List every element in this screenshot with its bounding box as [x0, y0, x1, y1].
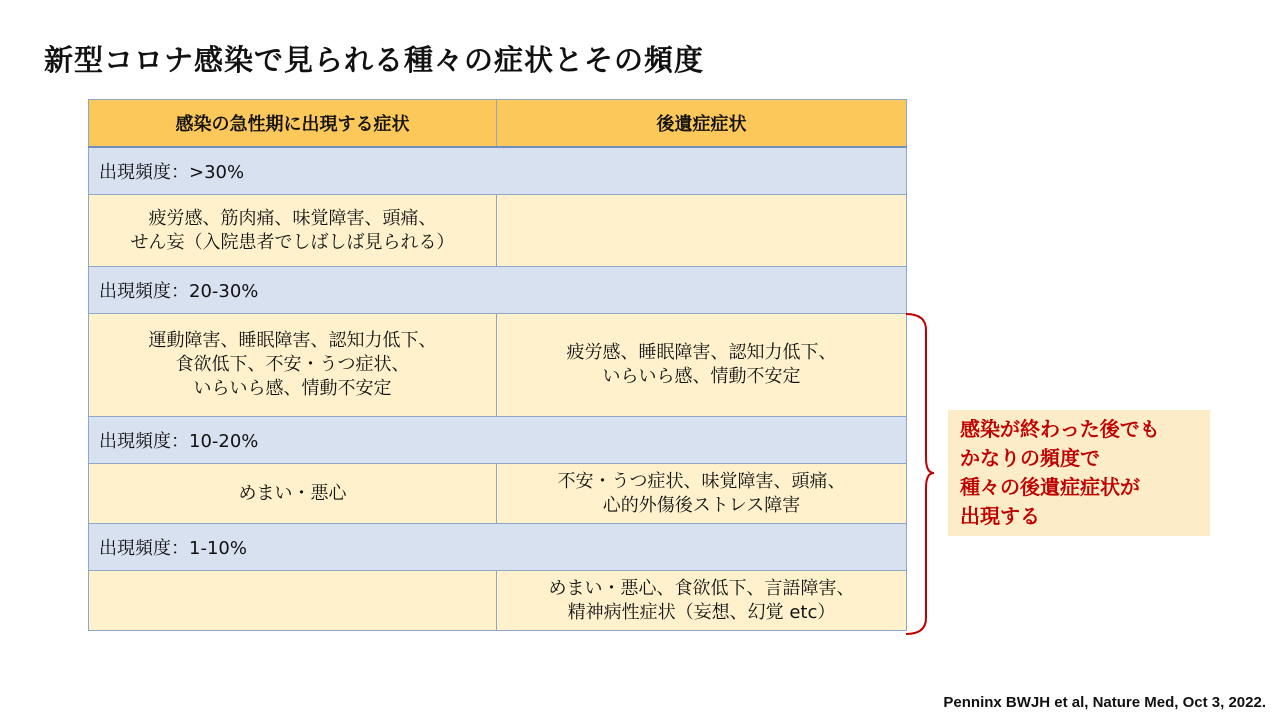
- cell-line: 疲労感、睡眠障害、認知力低下、: [566, 342, 837, 363]
- table-row: [89, 195, 907, 267]
- acute-cell: [89, 571, 497, 631]
- table-row: [89, 571, 907, 631]
- callout-line: 感染が終わった後でも: [960, 417, 1160, 441]
- callout-box: [948, 410, 1210, 536]
- cell-line: 疲労感、筋肉痛、味覚障害、頭痛、: [148, 207, 437, 229]
- cell-line: 不安・うつ症状、味覚障害、頭痛、: [557, 470, 846, 492]
- cell-line: いらいら感、情動不安定: [602, 366, 801, 387]
- symptom-table: [88, 99, 907, 631]
- long-cell: [497, 464, 907, 524]
- callout-line: 種々の後遺症症状が: [960, 475, 1140, 499]
- cell-line: めまい・悪心: [238, 482, 347, 504]
- header-acute: 感染の急性期に出現する症状: [89, 100, 497, 148]
- long-cell: [497, 195, 907, 267]
- cell-line: 運動障害、睡眠障害、認知力低下、: [148, 330, 437, 351]
- cell-line: 心的外傷後ストレス障害: [602, 494, 801, 516]
- frequency-label: 出現頻度：20-30%: [89, 267, 907, 314]
- header-long-covid: 後遺症症状: [497, 100, 907, 148]
- acute-cell: [89, 314, 497, 417]
- acute-cell: [89, 195, 497, 267]
- cell-line: せん妄（入院患者でしばしば見られる）: [130, 231, 455, 253]
- cell-line: いらいら感、情動不安定: [193, 378, 392, 399]
- cell-line: 食欲低下、不安・うつ症状、: [175, 354, 410, 375]
- frequency-row: [89, 147, 907, 195]
- cell-line: めまい・悪心、食欲低下、言語障害、: [548, 577, 855, 599]
- frequency-label: 出現頻度：10-20%: [89, 417, 907, 464]
- long-cell: [497, 314, 907, 417]
- table-header-row: [89, 100, 907, 148]
- callout-line: かなりの頻度で: [960, 446, 1100, 470]
- frequency-label: 出現頻度：1-10%: [89, 524, 907, 571]
- frequency-row: [89, 267, 907, 314]
- long-cell: [497, 571, 907, 631]
- frequency-label: 出現頻度：>30%: [89, 147, 907, 195]
- cell-line: 精神病性症状（妄想、幻覚 etc）: [567, 601, 836, 623]
- page-title: 新型コロナ感染で見られる種々の症状とその頻度: [44, 43, 705, 77]
- callout-line: 出現する: [960, 504, 1040, 528]
- frequency-row: [89, 524, 907, 571]
- table-row: [89, 314, 907, 417]
- right-brace-icon: [904, 312, 934, 636]
- acute-cell: [89, 464, 497, 524]
- frequency-row: [89, 417, 907, 464]
- citation: Penninx BWJH et al, Nature Med, Oct 3, 2022.: [943, 694, 1266, 711]
- table-row: [89, 464, 907, 524]
